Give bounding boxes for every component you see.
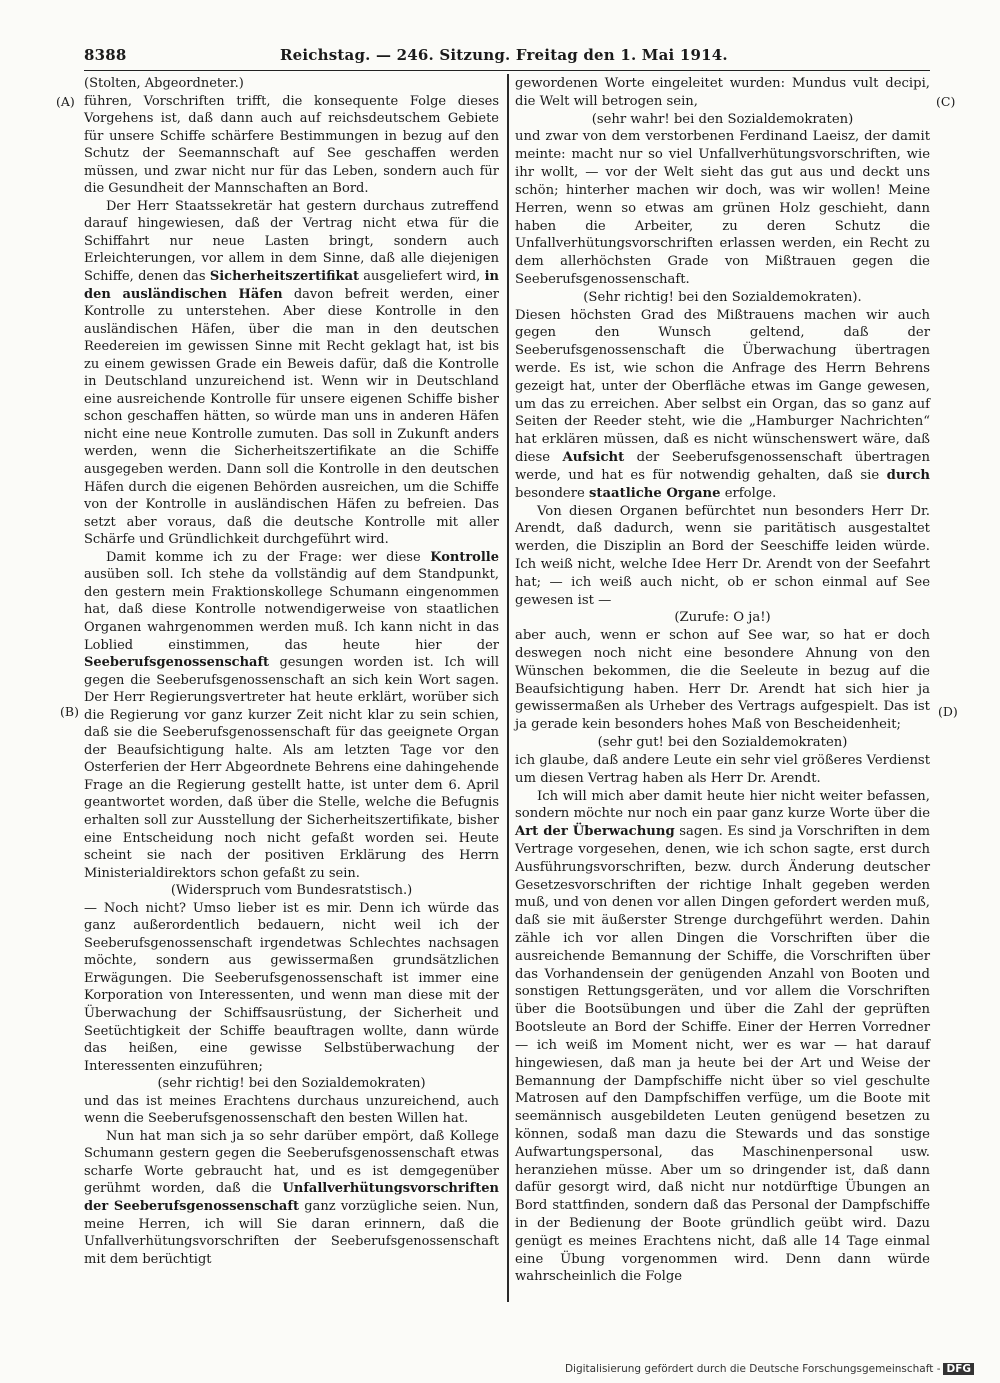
- interjection: (Zurufe: O ja!): [674, 610, 771, 626]
- paragraph: gewordenen Worte eingeleitet wurden: Mundus vult decipi, die Welt will betrogen sein,: [515, 76, 930, 109]
- emphasis: staatliche Organe: [589, 485, 721, 501]
- paragraph: und zwar von dem verstorbenen Ferdinand Laeisz, der damit meinte: macht nur so viel Unfallverhütungsvorschriften, wie ihr wollt, — vor der Welt sieht das gut aus und deckt uns schön; hinterher machen wir doch, was wir wollen! Meine Herren, wenn so etwas am grünen Holz geschieht, dann haben die Arbeiter, zu deren Schutz die Unfallverhütungsvorschriften erlassen werden, ein Recht zu dem allerhöchsten Grade von Mißtrauen gegen die Seeberufsgenossenschaft.: [515, 129, 930, 287]
- paragraph: Diesen höchsten Grad des Mißtrauens machen wir auch gegen den Wunsch geltend, daß der Seeberufsgenossenschaft die Überwachung übertragen werde. Es ist, wie schon die Anfrage des Herrn Behrens gezeigt hat, unter der Oberfläche etwas im Gange gewesen, um das zu erreichen. Aber selbst ein Organ, das so ganz auf Seiten der Reeder steht, wie die „Hamburger Nachrichten“ hat erklären müssen, daß es nicht wünschenswert wäre, daß diese Aufsicht der Seeberufsgenossenschaft übertragen werde, und hat es für notwendig gehalten, daß sie durch besondere staatliche Organe erfolge.: [515, 307, 930, 501]
- emphasis: Unfallverhütungsvorschriften der Seeberufsgenossenschaft: [84, 1181, 499, 1214]
- paragraph: ich glaube, daß andere Leute ein sehr viel größeres Verdienst um diesen Vertrag haben als Herr Dr. Arendt.: [515, 752, 930, 786]
- speaker-note: (Stolten, Abgeordneter.): [84, 76, 244, 91]
- margin-marker-c: (C): [936, 94, 956, 109]
- emphasis: Seeberufsgenossenschaft: [84, 655, 270, 671]
- header-rule: [84, 70, 930, 71]
- right-column: [515, 75, 930, 1286]
- paragraph: Der Herr Staatssekretär hat gestern durchaus zutreffend darauf hingewiesen, daß der Vertrag nicht etwa für die Schiffahrt nur neue Lasten bringt, sondern auch Erleichterungen, vor allem in dem Sinne, daß alle diejenigen Schiffe, denen das Sicherheitszertifikat ausgeliefert wird, in den ausländischen Häfen davon befreit werden, einer Kontrolle zu unterstehen. Aber diese Kontrolle in den ausländischen Häfen, über die man in den deutschen Reedereien im gewissen Sinne mit Recht geklagt hat, ist bis zu einem gewissen Grade ein Beweis dafür, daß die Kontrolle in Deutschland unzureichend ist. Wenn wir in Deutschland eine ausreichende Kontrolle für unsere eigenen Schiffe bisher schon geschaffen hätten, so würde man uns in anderen Häfen nicht eine neue Kontrolle zumuten. Das soll in Zukunft anders werden, wenn die Sicherheitszertifikate an die Schiffe ausgegeben werden. Dann soll die Kontrolle in den deutschen Häfen durch die eigenen Behörden ausreichen, um die Schiffe von der Kontrolle in ausländischen Häfen zu befreien. Das setzt aber voraus, daß die deutsche Kontrolle mit aller Schärfe und Gründlichkeit durchgeführt wird.: [84, 198, 499, 548]
- paragraph: Ich will mich aber damit heute hier nicht weiter befassen, sondern möchte nur noch ein paar ganz kurze Worte über die Art der Überwachung sagen. Es sind ja Vorschriften in dem Vertrage vorgesehen, denen, wie ich schon sagte, erst durch Ausführungsvorschriften, bezw. durch Änderung deutscher Gesetzesvorschriften der richtige Inhalt gegeben werden muß, und von denen vor allen Dingen gefordert werden muß, daß sie mit äußerster Strenge durchgeführt werden. Dahin zähle ich vor allen Dingen die Vorschriften über die ausreichende Bemannung der Schiffe, die Vorschriften über das Vorhandensein der genügenden Anzahl von Booten und sonstigen Rettungsgeräten, und vor allem die Vorschriften über die Bootsübungen und über die Zahl der geprüften Bootsleute an Bord der Schiffe. Einer der Herren Vorredner — ich weiß im Moment nicht, wer es war — hat darauf hingewiesen, daß man ja heute bei der Art und Weise der Bemannung der Dampfschiffe nicht über so viel geschulte Matrosen auf den Dampfschiffen verfüge, um die Boote mit seemännisch ausgebildeten Leuten genügend besetzen zu können, sodaß man dazu die Stewards und das sonstige Aufwartungspersonal, das Maschinenpersonal usw. heranziehen müsse. Aber um so dringender ist, daß dann dafür gesorgt wird, daß nicht nur notdürftige Übungen an Bord stattfinden, sondern daß das Personal der Dampfschiffe in der Bedienung der Boote gründlich geübt wird. Dazu genügt es meines Erachtens nicht, daß alle 14 Tage einmal eine Übung vorgenommen wird. Denn dann würde wahrscheinlich die Folge: [515, 788, 931, 1285]
- column-divider: [507, 74, 509, 1302]
- paragraph: und das ist meines Erachtens durchaus unzureichend, auch wenn die Seeberufsgenossenschaft den besten Willen hat.: [84, 1093, 499, 1127]
- left-column: [84, 75, 499, 1268]
- interjection: (sehr gut! bei den Sozialdemokraten): [597, 735, 848, 751]
- paragraph: Nun hat man sich ja so sehr darüber empört, daß Kollege Schumann gestern gegen die Seeberufsgenossenschaft etwas scharfe Worte gebraucht hat, und es ist demgegenüber gerühmt worden, daß die Unfallverhütungsvorschriften der Seeberufsgenossenschaft ganz vorzügliche seien. Nun, meine Herren, ich will Sie daran erinnern, daß die Unfallverhütungsvorschriften der Seeberufsgenossenschaft mit dem berüchtigt: [84, 1128, 499, 1267]
- running-title: Reichstag. — 246. Sitzung. Freitag den 1. Mai 1914.: [280, 46, 728, 64]
- margin-marker-b: (B): [60, 704, 79, 719]
- interjection: (sehr wahr! bei den Sozialdemokraten): [591, 111, 854, 127]
- paragraph: führen, Vorschriften trifft, die konsequente Folge dieses Vorgehens ist, daß dann auch auf reichsdeutschem Gebiete für unsere Schiffe schärfere Bestimmungen in bezug auf den Schutz der Seemannschaft auf See geschaffen werden müssen, und zwar nicht nur für das Leben, sondern auch für die Gesundheit der Mannschaften an Bord.: [84, 93, 499, 197]
- interjection: (sehr richtig! bei den Sozialdemokraten): [157, 1076, 426, 1092]
- paragraph: aber auch, wenn er schon auf See war, so hat er doch deswegen noch nicht eine besondere Ahnung von den Wünschen bekommen, die die Seeleute in bezug auf die Beaufsichtigung haben. Herr Dr. Arendt hat sich hier ja gewissermaßen als Urheber des Vertrags aufgespielt. Das ist ja gerade kein besonders hohes Maß von Bescheidenheit;: [515, 628, 930, 733]
- dfg-logo: DFG: [943, 1363, 974, 1375]
- page-header: [84, 46, 930, 68]
- emphasis: in den ausländischen Häfen: [84, 269, 499, 302]
- credit-text: Digitalisierung gefördert durch die Deutsche Forschungsgemeinschaft -: [564, 1363, 941, 1375]
- page-number: 8388: [84, 46, 127, 64]
- emphasis: Sicherheitszertifikat: [209, 269, 359, 285]
- interjection: (Sehr richtig! bei den Sozialdemokraten).: [583, 289, 862, 305]
- margin-marker-a: (A): [56, 94, 75, 109]
- emphasis: Art der Überwachung: [515, 824, 675, 840]
- interjection: (Widerspruch vom Bundesratstisch.): [170, 883, 413, 899]
- digitization-credit: [565, 1363, 974, 1375]
- paragraph: — Noch nicht? Umso lieber ist es mir. Denn ich würde das ganz außerordentlich bedauern, nicht weil ich der Seeberufsgenossenschaft irgendetwas Schlechtes nachsagen möchte, sondern aus gewissermaßen grundsätzlichen Erwägungen. Die Seeberufsgenossenschaft ist immer eine Korporation von Interessenten, und wenn man diese mit der Überwachung der Schiffsausrüstung, der Sicherheit und Seetüchtigkeit der Schiffe beauftragen wollte, dann würde das heißen, eine gewisse Selbstüberwachung der Interessenten einzuführen;: [84, 900, 499, 1074]
- emphasis: Kontrolle: [430, 549, 499, 565]
- paragraph: Von diesen Organen befürchtet nun besonders Herr Dr. Arendt, daß dadurch, wenn sie paritätisch ausgestaltet werden, die Disziplin an Bord der Seeschiffe leiden würde. Ich weiß nicht, welche Idee Herr Dr. Arendt von der Seefahrt hat; — ich weiß auch nicht, ob er schon einmal auf See gewesen ist —: [515, 503, 930, 608]
- margin-marker-d: (D): [938, 704, 958, 719]
- paragraph: Damit komme ich zu der Frage: wer diese Kontrolle ausüben soll. Ich stehe da vollständig auf dem Standpunkt, den gestern mein Fraktionskollege Schumann eingenommen hat, daß diese Kontrolle notwendigerweise von staatlichen Organen wahrgenommen werden muß. Ich kann nicht in das Loblied einstimmen, das heute hier der Seeberufsgenossenschaft gesungen worden ist. Ich will gegen die Seeberufsgenossenschaft an sich kein Wort sagen. Der Herr Regierungsvertreter hat heute erklärt, worüber sich die Regierung vor ganz kurzer Zeit nicht klar zu sein schien, daß sie die Seeberufsgenossenschaft für das geeignete Organ der Beaufsichtigung halte. Als am letzten Tage vor den Osterferien der Herr Abgeordnete Behrens eine dahingehende Frage an die Regierung gestellt hatte, ist unter dem 6. April geantwortet worden, daß über die Stelle, welche die Befugnis erhalten soll zur Ausstellung der Sicherheitszertifikate, bisher eine Entscheidung noch nicht gefaßt worden sei. Heute scheint sie nach der positiven Erklärung des Herrn Ministerialdirektors schon gefaßt zu sein.: [84, 549, 499, 881]
- emphasis: Aufsicht: [562, 450, 625, 466]
- emphasis: durch: [886, 467, 930, 483]
